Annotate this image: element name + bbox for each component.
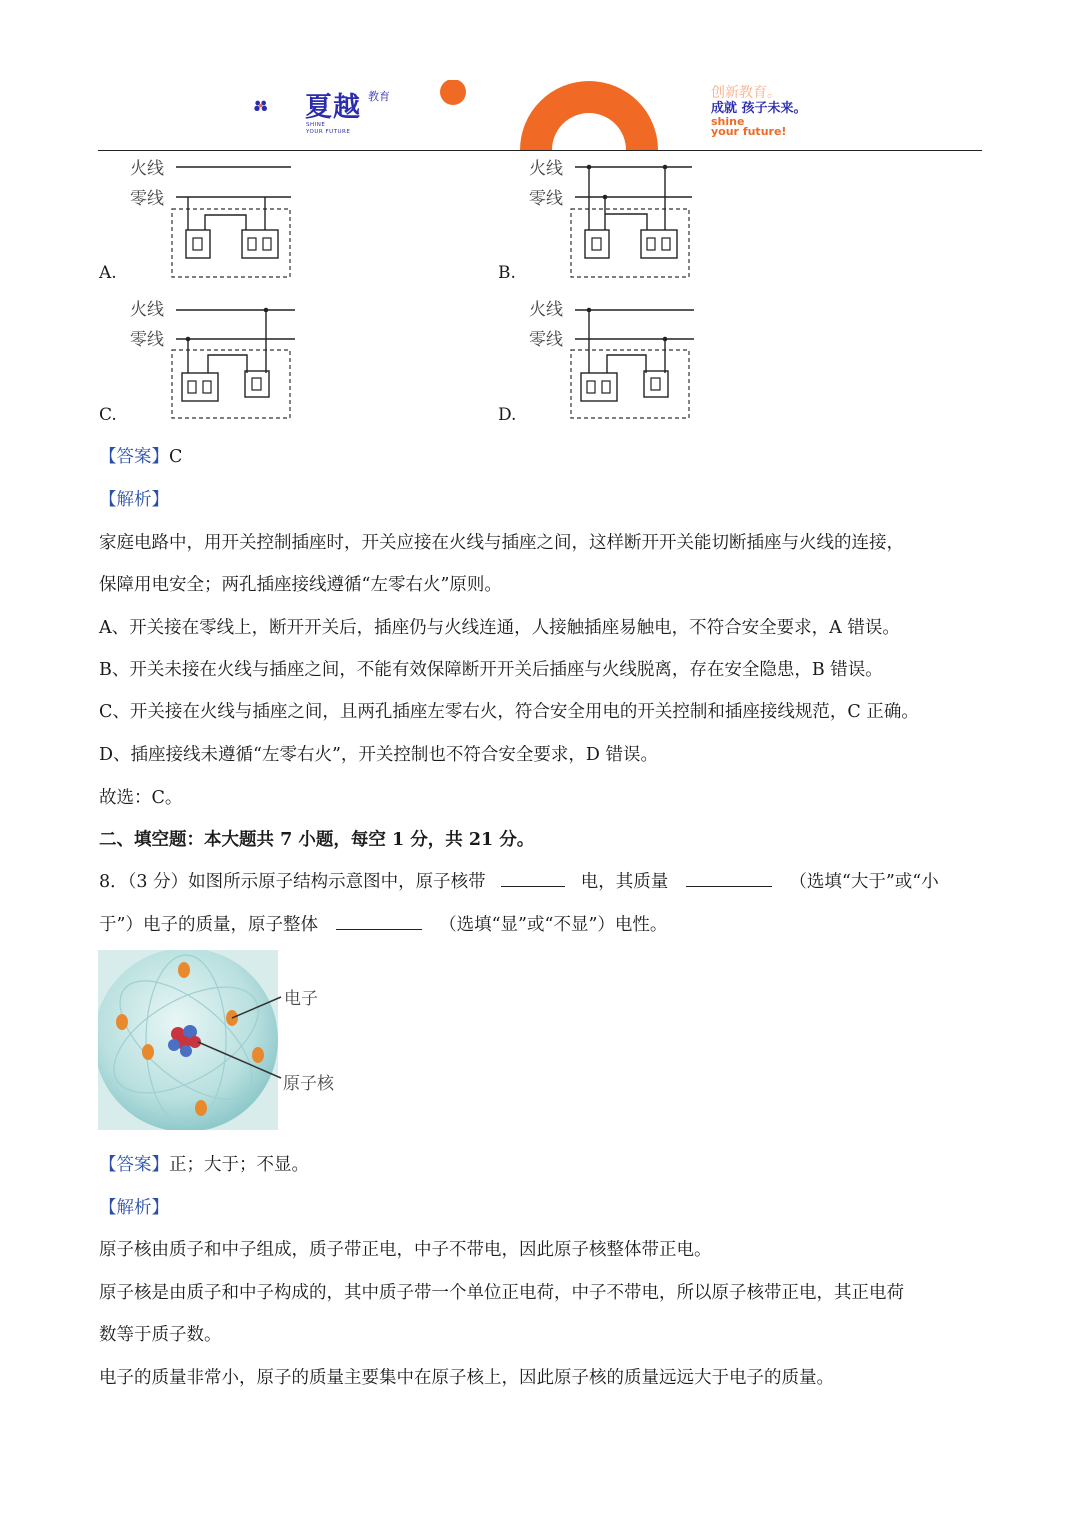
- option-b: [497, 152, 717, 287]
- neutral-wire-label: 零线: [529, 189, 563, 209]
- circuit-diagram-d: [527, 293, 737, 428]
- live-wire-label: 火线: [130, 159, 164, 179]
- live-wire-label: 火线: [130, 300, 164, 320]
- q8-analysis-p2: 原子核是由质子和中子构成的，其中质子带一个单位正电荷，中子不带电，所以原子核带正电，其正电荷: [99, 1283, 904, 1303]
- neutral-wire-label: 零线: [130, 189, 164, 209]
- q7-analysis-b: B、开关未接在火线与插座之间，不能有效保障断开开关后插座与火线脱离，存在安全隐患，B 错误。: [99, 660, 883, 680]
- q7-analysis-p2: 保障用电安全；两孔插座接线遵循“左零右火”原则。: [99, 575, 502, 595]
- answer-tag: 【答案】: [99, 1155, 169, 1175]
- q8-answer: [99, 1151, 309, 1176]
- q7-analysis-tag: 【解析】: [99, 490, 169, 510]
- q8-analysis-p4: 电子的质量非常小，原子的质量主要集中在原子核上，因此原子核的质量远远大于电子的质量。: [99, 1368, 834, 1388]
- electron-label: 电子: [284, 989, 318, 1009]
- blank-2[interactable]: [686, 870, 772, 887]
- answer-value: C: [169, 447, 183, 467]
- option-a: [98, 152, 318, 287]
- brand-sup: 教育: [368, 90, 390, 103]
- brand-name: 夏越: [305, 92, 361, 123]
- option-c-label: C.: [99, 405, 117, 425]
- option-d-label: D.: [498, 405, 517, 425]
- q8-analysis-p3: 数等于质子数。: [99, 1325, 222, 1345]
- q8-analysis-p1: 原子核由质子和中子组成，质子带正电，中子不带电，因此原子核整体带正电。: [99, 1240, 712, 1260]
- slogan: 创新教育。 成就 孩子未来。 shine your future!: [711, 85, 807, 138]
- q7-analysis-c: C、开关接在火线与插座之间，且两孔插座左零右火，符合安全用电的开关控制和插座接线规范，C 正确。: [99, 702, 919, 722]
- answer-value: 正；大于；不显。: [169, 1155, 309, 1175]
- atom-structure-figure: [98, 950, 348, 1130]
- neutral-wire-label: 零线: [130, 330, 164, 350]
- circuit-diagram-c: [128, 293, 338, 428]
- neutral-wire-label: 零线: [529, 330, 563, 350]
- circuit-diagram-a: [128, 152, 338, 287]
- live-wire-label: 火线: [529, 159, 563, 179]
- orange-arc-decoration: [438, 80, 658, 150]
- option-b-label: B.: [498, 263, 516, 283]
- q8-stem-line1: 8．（3 分）如图所示原子结构示意图中，原子核带 电，其质量 （选填“大于”或“小: [99, 872, 939, 892]
- q7-analysis-a: A、开关接在零线上，断开开关后，插座仍与火线连通，人接触插座易触电，不符合安全要求，A 错误。: [99, 618, 900, 638]
- q7-answer: [99, 443, 182, 468]
- live-wire-label: 火线: [529, 300, 563, 320]
- page-header: [98, 70, 982, 151]
- option-a-label: A.: [99, 263, 117, 283]
- q7-analysis-p1: 家庭电路中，用开关控制插座时，开关应接在火线与插座之间，这样断开开关能切断插座与火线的连接，: [99, 533, 904, 553]
- q8-stem-line2: 于”）电子的质量，原子整体 （选填“显”或“不显”）电性。: [99, 915, 668, 935]
- q8-analysis-tag: 【解析】: [99, 1198, 169, 1218]
- circuit-diagram-b: [527, 152, 737, 287]
- butterfly-logo-icon: [253, 88, 303, 128]
- option-c: [98, 293, 318, 428]
- option-d: [497, 293, 717, 428]
- brand-tagline: SHINE YOUR FUTURE: [306, 122, 351, 135]
- q7-choice: 故选：C。: [99, 788, 183, 808]
- section-heading: 二、填空题：本大题共 7 小题，每空 1 分，共 21 分。: [99, 830, 535, 850]
- answer-tag: 【答案】: [99, 447, 169, 467]
- nucleus-label: 原子核: [283, 1074, 334, 1094]
- q7-analysis-d: D、插座接线未遵循“左零右火”，开关控制也不符合安全要求，D 错误。: [99, 745, 659, 765]
- blank-1[interactable]: [501, 870, 565, 887]
- blank-3[interactable]: [336, 913, 422, 930]
